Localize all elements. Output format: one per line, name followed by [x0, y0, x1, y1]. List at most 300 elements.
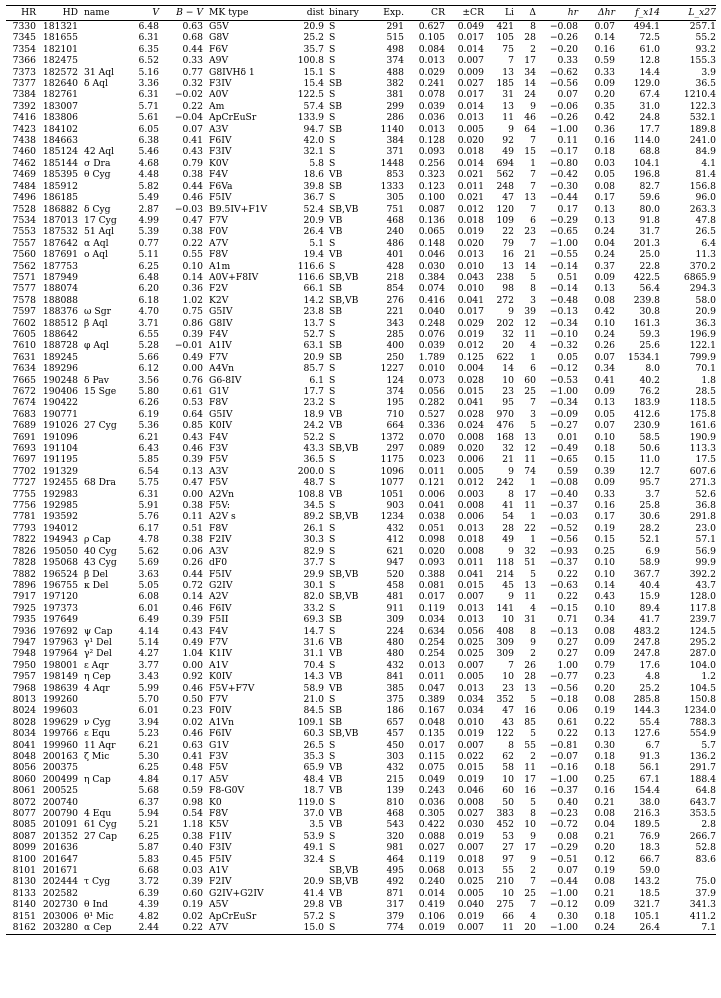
cell-binary: VB	[329, 169, 343, 181]
cell-hd: 191195	[42, 454, 78, 466]
cell-delta: 16	[524, 705, 536, 717]
cell-bv: 0.17	[182, 773, 203, 785]
cell-hr: 7826	[12, 545, 36, 557]
cell-hr-ratio: −0.32	[549, 340, 578, 352]
cell-li: 32	[502, 328, 514, 340]
cell-lx27: 788.3	[689, 716, 716, 728]
cell-binary: SB,VB	[329, 876, 359, 888]
cell-cr-err: 0.019	[457, 773, 484, 785]
cell-hr-ratio: −0.63	[549, 579, 578, 591]
cell-name: γ² Del	[84, 648, 112, 660]
cell-hr-ratio: −0.53	[549, 374, 578, 386]
cell-cr-err: 0.012	[457, 477, 484, 489]
cell-lx27: 294.3	[689, 283, 716, 295]
cell-hr-ratio: 0.01	[557, 431, 578, 443]
cell-cr-err: 0.013	[457, 112, 484, 124]
cell-v: 4.82	[138, 910, 159, 922]
cell-v: 3.43	[138, 671, 159, 683]
cell-hr: 7578	[12, 294, 36, 306]
cell-exp: 432	[386, 762, 404, 774]
cell-hr: 7460	[12, 146, 36, 158]
cell-exp: 297	[386, 443, 404, 455]
cell-cr-err: 0.030	[457, 819, 484, 831]
cell-li: 75	[502, 43, 514, 55]
cell-fx14: 40.2	[639, 374, 660, 386]
cell-hr-err: 0.20	[594, 682, 615, 694]
cell-dist: 43.3	[303, 443, 324, 455]
cell-hr-err: 0.13	[594, 397, 615, 409]
cell-mk-type: F8V	[209, 522, 228, 534]
cell-fx14: 50.6	[639, 443, 660, 455]
cell-lx27: 263.3	[689, 203, 716, 215]
cell-v: 5.66	[138, 351, 159, 363]
cell-li: 242	[496, 477, 514, 489]
cell-binary: SB	[329, 351, 343, 363]
cell-delta: 9	[530, 830, 536, 842]
cell-dist: 5.1	[309, 237, 324, 249]
cell-hr-ratio: 0.30	[557, 910, 578, 922]
cell-fx14: 196.8	[633, 169, 660, 181]
cell-binary: VB	[329, 682, 343, 694]
cell-hr-err: 0.09	[594, 271, 615, 283]
cell-hr: 8099	[12, 842, 36, 854]
cell-delta: 14	[524, 78, 536, 90]
cell-bv: 0.49	[182, 351, 203, 363]
cell-hd: 201091	[42, 819, 78, 831]
cell-dist: 35.3	[303, 751, 324, 762]
cell-cr: 0.088	[418, 830, 445, 842]
cell-delta: 7	[530, 135, 536, 147]
cell-li: 210	[496, 876, 514, 888]
cell-cr: 0.527	[418, 408, 445, 420]
cell-fx14: 25.8	[639, 500, 660, 512]
cell-li: 694	[496, 157, 514, 169]
cell-cr: 0.011	[418, 465, 445, 477]
cell-hr-ratio: 0.40	[557, 796, 578, 808]
cell-hd: 201671	[42, 865, 78, 877]
cell-lx27: 175.8	[689, 408, 716, 420]
cell-hr-err: 0.18	[594, 751, 615, 762]
cell-hr: 8041	[12, 739, 36, 751]
cell-cr: 0.020	[418, 545, 445, 557]
cell-hd: 195068	[42, 557, 78, 569]
cell-mk-type: A4Vn	[209, 363, 235, 375]
cell-name: ζ Mic	[84, 751, 110, 762]
col-header-delta: Δ	[514, 6, 536, 21]
cell-hr-err: 0.21	[594, 830, 615, 842]
cell-li: 141	[496, 602, 514, 614]
table-row	[6, 477, 716, 488]
cell-dist: 20.9	[303, 21, 324, 32]
cell-mk-type: F1IV	[209, 830, 232, 842]
cell-hd: 185912	[42, 180, 78, 192]
cell-cr-err: 0.008	[457, 431, 484, 443]
cell-hr: 7377	[12, 78, 36, 90]
cell-li: 214	[496, 568, 514, 580]
cell-name	[78, 523, 131, 534]
cell-delta: 2	[530, 648, 536, 660]
cell-li: 47	[502, 192, 514, 204]
cell-fx14: 285.8	[633, 693, 660, 705]
cell-fx14: 201.3	[633, 237, 660, 249]
cell-hr-ratio: −0.13	[549, 306, 578, 318]
cell-hr-err: 0.18	[594, 910, 615, 922]
cell-hr: 7634	[12, 363, 36, 375]
cell-li: 55	[502, 865, 514, 877]
cell-name: 42 Aql	[84, 146, 115, 158]
cell-fx14: 6.9	[645, 545, 660, 557]
cell-dist: 13.7	[303, 317, 324, 329]
cell-hd: 184102	[42, 123, 78, 135]
cell-hd: 196524	[42, 568, 78, 580]
cell-li: 13	[502, 100, 514, 112]
table-row	[6, 660, 716, 671]
cell-dist: 122.5	[297, 89, 324, 101]
cell-delta: 17	[524, 55, 536, 67]
cell-mk-type: F5V	[209, 454, 228, 466]
cell-cr: 0.634	[418, 625, 445, 637]
cell-hr-err: 0.13	[594, 203, 615, 215]
table-row	[6, 626, 716, 637]
cell-hd: 198001	[42, 659, 78, 671]
cell-delta: 4	[530, 910, 536, 922]
cell-hr-err: 0.08	[594, 625, 615, 637]
cell-lx27: 36.8	[695, 500, 716, 512]
cell-hr: 7727	[12, 477, 36, 489]
cell-v: 5.23	[138, 728, 159, 740]
cell-cr: 0.256	[418, 157, 445, 169]
cell-hr-ratio: 0.27	[557, 648, 578, 660]
cell-cr: 0.036	[418, 796, 445, 808]
cell-delta: 5	[530, 728, 536, 740]
cell-name: ψ Cap	[84, 625, 113, 637]
cell-hr: 8151	[12, 910, 36, 922]
cell-binary: S	[329, 192, 336, 204]
cell-lx27: 58.0	[695, 294, 716, 306]
cell-dist: 14.2	[303, 294, 324, 306]
cell-hr: 7416	[12, 112, 36, 124]
cell-fx14: 95.7	[639, 477, 660, 489]
cell-fx14: 80.0	[639, 203, 660, 215]
cell-hr-ratio: −0.55	[549, 249, 578, 261]
cell-binary: VB	[329, 636, 343, 648]
cell-hr-err: 0.25	[594, 545, 615, 557]
cell-mk-type: A5V	[209, 773, 229, 785]
cell-exp: 774	[368, 922, 404, 934]
cell-fx14: 104.1	[633, 157, 660, 169]
cell-lx27: 271.3	[689, 477, 716, 489]
cell-dist: 3.5	[309, 819, 324, 831]
cell-bv: 0.00	[182, 659, 203, 671]
cell-fx14: 76.9	[639, 830, 660, 842]
cell-hr-err: 0.14	[594, 32, 615, 44]
cell-li: 28	[502, 522, 514, 534]
cell-hr-err: 0.07	[594, 351, 615, 363]
cell-cr: 0.243	[418, 785, 445, 797]
cell-v: 5.14	[138, 636, 159, 648]
cell-hd: 192983	[42, 488, 78, 500]
cell-hr-err: 0.21	[594, 796, 615, 808]
cell-fx14: 230.9	[633, 420, 660, 432]
cell-hr-ratio: 1.00	[557, 659, 578, 671]
cell-fx14: 30.6	[639, 511, 660, 523]
cell-name	[78, 55, 131, 66]
cell-mk-type: A2V	[209, 591, 229, 603]
cell-exp: 320	[386, 830, 404, 842]
cell-mk-type: K5V	[209, 819, 229, 831]
cell-v: 6.08	[138, 591, 159, 603]
cell-hr-err: 0.07	[594, 21, 615, 32]
cell-li: 9	[508, 306, 514, 318]
cell-hr: 7462	[12, 157, 36, 169]
cell-bv: 0.63	[182, 21, 203, 32]
cell-delta: 10	[524, 819, 536, 831]
cell-name: 27 Cyg	[84, 420, 117, 432]
cell-v: 6.38	[138, 135, 159, 147]
cell-hr-ratio: 0.17	[557, 203, 578, 215]
cell-exp: 286	[386, 112, 404, 124]
cell-cr: 0.384	[418, 271, 445, 283]
cell-delta: 7	[530, 397, 536, 409]
cell-mk-type: F3IV	[209, 146, 232, 158]
cell-v: 4.70	[138, 306, 159, 318]
cell-cr-err: 0.014	[457, 157, 484, 169]
xray-catalog-table	[6, 5, 716, 935]
cell-hr-ratio: −0.17	[549, 146, 578, 158]
cell-binary: VB	[329, 773, 343, 785]
cell-mk-type: F5IV	[209, 192, 232, 204]
cell-fx14: 56.4	[639, 283, 660, 295]
cell-delta: 46	[524, 112, 536, 124]
cell-cr-err: 0.006	[457, 454, 484, 466]
cell-cr-err: 0.043	[457, 271, 484, 283]
table-row	[6, 21, 716, 33]
cell-fx14: 494.1	[633, 21, 660, 32]
cell-v: 2.87	[138, 203, 159, 215]
cell-binary: S	[329, 579, 336, 591]
cell-hd: 203280	[36, 922, 78, 934]
cell-fx14: 422.5	[633, 271, 660, 283]
cell-name	[78, 762, 131, 773]
cell-binary: SB	[329, 306, 343, 318]
cell-delta: 8	[530, 808, 536, 820]
cell-name	[78, 511, 131, 522]
cell-bv: 0.14	[182, 271, 203, 283]
cell-bv: 0.07	[182, 123, 203, 135]
cell-hd: 182761	[42, 89, 78, 101]
cell-cr: 0.027	[418, 842, 445, 854]
cell-cr: 0.135	[418, 728, 445, 740]
cell-mk-type: F6IV	[209, 135, 232, 147]
cell-hr-err: 0.04	[594, 819, 615, 831]
cell-binary: S	[329, 522, 336, 534]
cell-dist: 63.1	[303, 340, 324, 352]
cell-bv: 0.41	[182, 751, 203, 762]
cell-delta: 13	[524, 579, 536, 591]
cell-v: 5.61	[138, 112, 159, 124]
cell-delta: 3	[530, 294, 536, 306]
cell-hr-ratio: −0.15	[549, 602, 578, 614]
cell-hd: 197692	[42, 625, 78, 637]
cell-exp: 1333	[380, 180, 404, 192]
cell-fx14: 367.7	[633, 568, 660, 580]
cell-dist: 15.0	[287, 922, 324, 934]
cell-dist: 18.6	[303, 169, 324, 181]
cell-delta: 25	[524, 386, 536, 397]
cell-lx27: 26.5	[695, 226, 716, 238]
cell-cr: 0.006	[418, 488, 445, 500]
cell-cr-err: 0.125	[457, 351, 484, 363]
cell-dist: 48.7	[303, 477, 324, 489]
cell-bv: 0.32	[182, 78, 203, 90]
table-row	[6, 352, 716, 363]
cell-exp: 309	[386, 614, 404, 626]
cell-cr-err: 0.014	[457, 100, 484, 112]
cell-cr-err: 0.012	[457, 340, 484, 352]
cell-v: 5.11	[138, 249, 159, 261]
cell-lx27: 341.3	[689, 899, 716, 911]
cell-hd: 202444	[42, 876, 78, 888]
cell-exp: 401	[386, 249, 404, 261]
cell-hr-ratio: −0.12	[549, 363, 578, 375]
col-header-dist: dist	[287, 6, 324, 21]
cell-hr: 7438	[12, 135, 36, 147]
cell-cr-err: 0.018	[457, 534, 484, 546]
cell-dist: 6.1	[309, 374, 324, 386]
cell-hr-ratio: −0.34	[549, 397, 578, 409]
cell-cr: 0.017	[418, 591, 445, 603]
cell-cr: 0.029	[418, 66, 445, 78]
cell-dist: 200.0	[297, 465, 324, 477]
cell-bv: 0.68	[182, 32, 203, 44]
cell-binary: S	[329, 910, 336, 922]
cell-hd: 190422	[42, 397, 78, 409]
cell-cr-err: 0.018	[457, 146, 484, 158]
cell-cr: 0.627	[418, 21, 445, 32]
cell-hr-err: 0.09	[594, 477, 615, 489]
cell-binary: S	[329, 374, 336, 386]
cell-hr: 7469	[12, 169, 36, 181]
cell-bv: 0.13	[182, 465, 203, 477]
cell-v: 5.75	[138, 477, 159, 489]
cell-v: 6.68	[138, 865, 159, 877]
cell-hr-ratio: −0.18	[549, 693, 578, 705]
cell-hd: 197649	[42, 614, 78, 626]
cell-hr-ratio: −0.44	[549, 876, 578, 888]
cell-fx14: 31.0	[639, 100, 660, 112]
cell-hd: 187642	[42, 237, 78, 249]
cell-cr-err: 0.018	[457, 853, 484, 865]
cell-v: 6.39	[138, 887, 159, 899]
cell-v: 5.30	[138, 751, 159, 762]
cell-li: 49	[502, 534, 514, 546]
cell-delta: 2	[530, 865, 536, 877]
cell-dist: 14.3	[303, 671, 324, 683]
cell-mk-type: F5II	[209, 614, 229, 626]
cell-delta: 32	[524, 545, 536, 557]
cell-delta: 3	[530, 408, 536, 420]
cell-hr-ratio: −1.00	[549, 386, 578, 397]
cell-hr-err: 0.10	[594, 602, 615, 614]
cell-bv: 0.22	[182, 237, 203, 249]
cell-dist: 85.7	[303, 363, 324, 375]
cell-bv: 0.11	[182, 511, 203, 523]
cell-binary: SB,VB	[329, 568, 359, 580]
cell-li: 98	[502, 283, 514, 295]
table-row	[6, 694, 716, 705]
cell-cr-err: 0.020	[457, 443, 484, 455]
cell-delta: 25	[524, 887, 536, 899]
cell-cr-err: 0.006	[457, 511, 484, 523]
cell-fx14: 247.8	[633, 636, 660, 648]
cell-li: 9	[508, 591, 514, 603]
cell-fx14: 321.7	[633, 899, 660, 911]
cell-name: θ¹ Mic	[84, 910, 114, 922]
cell-hr-err: 0.24	[594, 249, 615, 261]
cell-delta: 9	[530, 853, 536, 865]
cell-name: 51 Aql	[84, 226, 115, 238]
cell-hr: 8087	[12, 830, 36, 842]
cell-mk-type: A0V	[209, 89, 229, 101]
cell-mk-type: F7V	[209, 214, 228, 226]
cell-v: 4.68	[138, 157, 159, 169]
cell-cr-err: 0.027	[457, 78, 484, 90]
cell-fx14: 17.7	[639, 123, 660, 135]
cell-name	[78, 192, 131, 203]
cell-v: 6.54	[138, 465, 159, 477]
cell-binary: S	[329, 465, 336, 477]
cell-hd: 188088	[42, 294, 78, 306]
cell-hr-err: 0.03	[594, 157, 615, 169]
cell-dist: 65.9	[303, 762, 324, 774]
cell-fx14: 3.7	[645, 488, 660, 500]
cell-exp: 520	[386, 568, 404, 580]
cell-hr-err: 0.08	[594, 693, 615, 705]
table-row	[6, 534, 716, 545]
cell-cr: 0.123	[418, 180, 445, 192]
cell-delta: 5	[530, 796, 536, 808]
cell-binary: SB,VB	[329, 443, 359, 455]
cell-mk-type: A1IV	[209, 340, 232, 352]
cell-dist: 34.5	[303, 500, 324, 512]
cell-v: 6.31	[138, 89, 159, 101]
cell-hd: 201647	[42, 853, 78, 865]
table-row	[6, 808, 716, 819]
cell-hd: 181655	[42, 32, 78, 44]
table-row	[6, 637, 716, 648]
cell-bv: 0.38	[182, 226, 203, 238]
cell-exp: 515	[386, 32, 404, 44]
cell-hr-err: 0.09	[594, 899, 615, 911]
cell-hr: 7822	[12, 534, 36, 546]
cell-delta: 11	[524, 591, 536, 603]
table-row	[6, 226, 716, 237]
table-row	[6, 192, 716, 203]
cell-delta: 7	[530, 169, 536, 181]
cell-mk-type: A1Vn	[209, 716, 235, 728]
cell-name: o Aql	[84, 249, 108, 261]
table-row	[6, 728, 716, 739]
cell-cr-err: 0.013	[457, 522, 484, 534]
cell-v: 6.18	[138, 294, 159, 306]
cell-hr: 7793	[12, 522, 36, 534]
cell-lx27: 93.2	[695, 43, 716, 55]
cell-hd: 197963	[42, 636, 78, 648]
cell-v: 6.35	[138, 43, 159, 55]
cell-v: 5.21	[138, 819, 159, 831]
table-body	[6, 21, 716, 935]
cell-exp: 218	[386, 271, 404, 283]
